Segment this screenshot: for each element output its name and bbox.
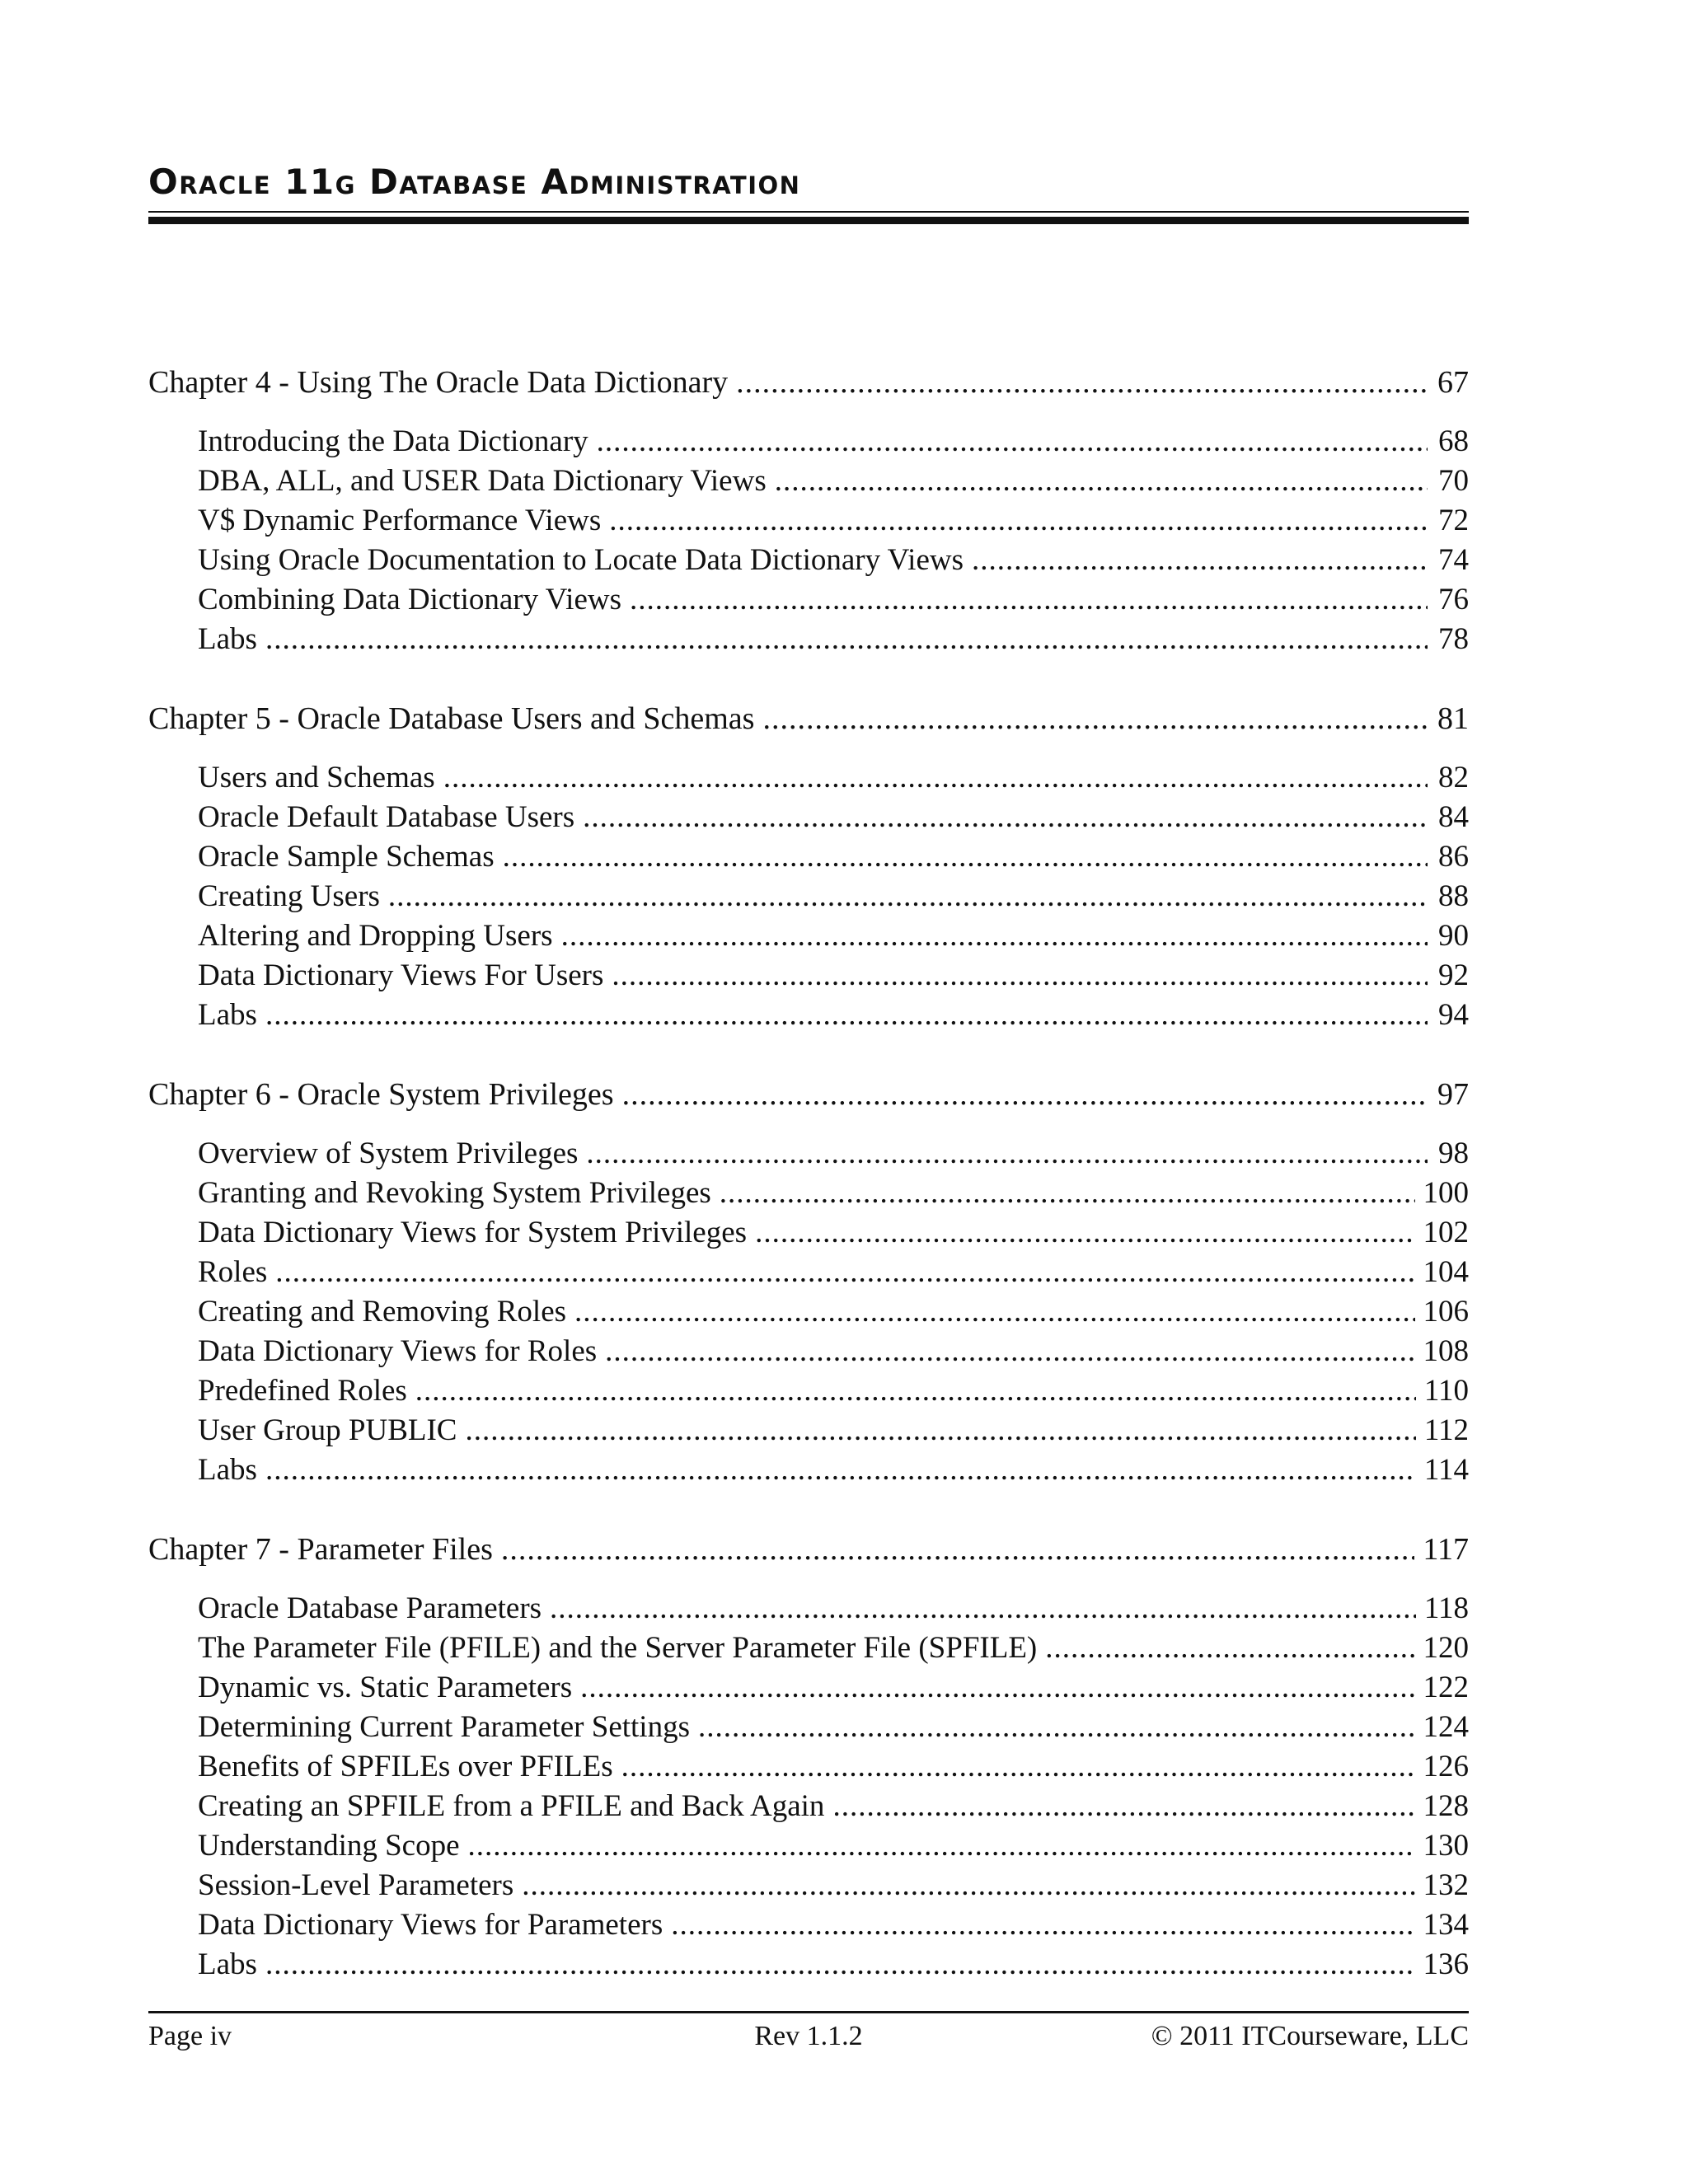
- toc-page-number: 122: [1423, 1671, 1469, 1704]
- toc-entry[interactable]: [148, 1747, 1469, 1787]
- toc-entry[interactable]: [148, 916, 1469, 956]
- toc-chapter-heading[interactable]: [148, 1075, 1469, 1114]
- toc-entry[interactable]: [148, 620, 1469, 659]
- toc-entry[interactable]: [148, 758, 1469, 798]
- footer-rule: [148, 2011, 1469, 2013]
- toc-page-number: 128: [1423, 1789, 1469, 1823]
- toc-page-number: 82: [1438, 761, 1469, 794]
- toc-page-number: 136: [1423, 1947, 1469, 1981]
- toc-entry[interactable]: [148, 837, 1469, 877]
- toc-entry-title: Determining Current Parameter Settings: [198, 1710, 690, 1744]
- toc-entry-title: Labs: [198, 622, 257, 656]
- toc-entry[interactable]: [148, 1451, 1469, 1490]
- dot-leader: [583, 798, 1428, 837]
- toc-entry[interactable]: [148, 1134, 1469, 1174]
- dot-leader: [465, 1411, 1415, 1451]
- dot-leader: [275, 1253, 1414, 1292]
- toc-entry[interactable]: [148, 956, 1469, 996]
- dot-leader: [622, 1075, 1428, 1114]
- toc-page-number: 130: [1423, 1829, 1469, 1863]
- dot-leader: [265, 1945, 1415, 1985]
- dot-leader: [832, 1787, 1414, 1826]
- toc-entry-title: Chapter 4 - Using The Oracle Data Dictionary: [148, 365, 729, 400]
- footer-copyright: © 2011 ITCourseware, LLC: [1151, 2021, 1469, 2051]
- toc-page-number: 117: [1423, 1532, 1469, 1567]
- toc-page-number: 78: [1438, 622, 1469, 656]
- toc-entry-title: User Group PUBLIC: [198, 1413, 457, 1447]
- toc-entry[interactable]: [148, 1668, 1469, 1708]
- dot-leader: [775, 462, 1428, 501]
- dot-leader: [586, 1134, 1428, 1174]
- toc-chapter-heading[interactable]: [148, 363, 1469, 402]
- dot-leader: [265, 996, 1428, 1035]
- dot-leader: [265, 620, 1428, 659]
- toc-entry[interactable]: [148, 580, 1469, 620]
- toc-entry[interactable]: [148, 1411, 1469, 1451]
- dot-leader: [265, 1451, 1416, 1490]
- toc-entry-title: Labs: [198, 1453, 257, 1487]
- dot-leader: [609, 501, 1428, 541]
- toc-entry-title: Chapter 5 - Oracle Database Users and Schemas: [148, 701, 755, 736]
- header-rule-thin: [148, 211, 1469, 213]
- toc-page-number: 114: [1423, 1453, 1469, 1487]
- footer-revision: Rev 1.1.2: [754, 2021, 863, 2051]
- toc-entry-title: V$ Dynamic Performance Views: [198, 504, 602, 537]
- toc-entry-title: Predefined Roles: [198, 1374, 407, 1408]
- toc-entry-title: Oracle Default Database Users: [198, 800, 575, 834]
- toc-page-number: 118: [1423, 1591, 1469, 1625]
- toc-entry[interactable]: [148, 996, 1469, 1035]
- toc-entry[interactable]: [148, 422, 1469, 462]
- toc-chapter-heading[interactable]: [148, 1530, 1469, 1569]
- toc-entry-title: Using Oracle Documentation to Locate Data Dictionary Views: [198, 543, 964, 577]
- toc-page-number: 134: [1423, 1908, 1469, 1942]
- toc-entry[interactable]: [148, 798, 1469, 837]
- dot-leader: [762, 699, 1428, 738]
- toc-chapter-section: [148, 1530, 1469, 1985]
- toc-entry-title: Oracle Database Parameters: [198, 1591, 542, 1625]
- toc-page-number: 132: [1423, 1868, 1469, 1902]
- toc-entry[interactable]: [148, 541, 1469, 580]
- toc-page-number: 81: [1437, 701, 1469, 736]
- toc-chapter-heading[interactable]: [148, 699, 1469, 738]
- toc-entry[interactable]: [148, 1292, 1469, 1332]
- toc-entry-title: Altering and Dropping Users: [198, 919, 553, 953]
- toc-entry-title: Labs: [198, 1947, 257, 1981]
- toc-page-number: 124: [1423, 1710, 1469, 1744]
- toc-entry[interactable]: [148, 1213, 1469, 1253]
- toc-entry-title: Benefits of SPFILEs over PFILEs: [198, 1750, 613, 1783]
- dot-leader: [522, 1866, 1414, 1905]
- header-rule-thick: [148, 217, 1469, 224]
- dot-leader: [574, 1292, 1414, 1332]
- toc-entry-title: Session-Level Parameters: [198, 1868, 514, 1902]
- dot-leader: [561, 916, 1428, 956]
- table-of-contents: [148, 363, 1469, 2024]
- dot-leader: [550, 1589, 1416, 1629]
- toc-entry[interactable]: [148, 1589, 1469, 1629]
- toc-entry[interactable]: [148, 1332, 1469, 1371]
- dot-leader: [621, 1747, 1415, 1787]
- toc-page-number: 67: [1437, 365, 1469, 400]
- toc-entry[interactable]: [148, 1174, 1469, 1213]
- toc-page-number: 126: [1423, 1750, 1469, 1783]
- toc-page-number: 98: [1438, 1137, 1469, 1170]
- dot-leader: [580, 1668, 1414, 1708]
- toc-page-number: 86: [1438, 840, 1469, 874]
- toc-entry[interactable]: [148, 1253, 1469, 1292]
- toc-entry[interactable]: [148, 1866, 1469, 1905]
- toc-entry-title: Creating an SPFILE from a PFILE and Back Again: [198, 1789, 825, 1823]
- toc-page-number: 88: [1438, 879, 1469, 913]
- page-footer: [148, 2016, 1469, 2057]
- toc-page-number: 94: [1438, 998, 1469, 1032]
- document-title: Oracle 11g Database Administration: [148, 162, 801, 202]
- dot-leader: [736, 363, 1428, 402]
- toc-entry[interactable]: [148, 1371, 1469, 1411]
- toc-page-number: 100: [1423, 1176, 1469, 1210]
- toc-page-number: 92: [1438, 958, 1469, 992]
- toc-entry-title: Chapter 7 - Parameter Files: [148, 1532, 493, 1567]
- toc-entry-title: Creating Users: [198, 879, 380, 913]
- dot-leader: [501, 1530, 1415, 1569]
- toc-entry-title: Combining Data Dictionary Views: [198, 583, 621, 616]
- toc-chapter-section: [148, 363, 1469, 659]
- toc-entry[interactable]: [148, 1787, 1469, 1826]
- toc-entry[interactable]: [148, 501, 1469, 541]
- toc-entry-title: Data Dictionary Views for Parameters: [198, 1908, 663, 1942]
- toc-page-number: 72: [1438, 504, 1469, 537]
- toc-entry-title: Data Dictionary Views for System Privileges: [198, 1216, 748, 1249]
- toc-entry-title: Roles: [198, 1255, 268, 1289]
- dot-leader: [605, 1332, 1414, 1371]
- toc-page-number: 76: [1438, 583, 1469, 616]
- toc-page-number: 84: [1438, 800, 1469, 834]
- dot-leader: [698, 1708, 1415, 1747]
- toc-entry[interactable]: [148, 1708, 1469, 1747]
- dot-leader: [755, 1213, 1414, 1253]
- toc-entry-title: Chapter 6 - Oracle System Privileges: [148, 1077, 614, 1112]
- toc-entry-title: Data Dictionary Views for Roles: [198, 1334, 598, 1368]
- toc-entry-title: Introducing the Data Dictionary: [198, 424, 588, 458]
- dot-leader: [388, 877, 1428, 916]
- footer-page-label: Page iv: [148, 2021, 232, 2051]
- toc-page-number: 120: [1423, 1631, 1469, 1665]
- toc-entry-title: Granting and Revoking System Privileges: [198, 1176, 711, 1210]
- toc-entry-title: Data Dictionary Views For Users: [198, 958, 604, 992]
- dot-leader: [972, 541, 1428, 580]
- toc-entry-title: DBA, ALL, and USER Data Dictionary Views: [198, 464, 767, 498]
- toc-entry-title: Creating and Removing Roles: [198, 1295, 567, 1329]
- toc-page-number: 74: [1438, 543, 1469, 577]
- toc-page-number: 68: [1438, 424, 1469, 458]
- dot-leader: [503, 837, 1428, 877]
- toc-entry[interactable]: [148, 1826, 1469, 1866]
- dot-leader: [415, 1371, 1416, 1411]
- toc-chapter-section: [148, 699, 1469, 1035]
- dot-leader: [720, 1174, 1415, 1213]
- dot-leader: [443, 758, 1428, 798]
- toc-entry-title: Users and Schemas: [198, 761, 435, 794]
- toc-entry[interactable]: [148, 877, 1469, 916]
- toc-entry[interactable]: [148, 1945, 1469, 1985]
- toc-entry-title: Overview of System Privileges: [198, 1137, 579, 1170]
- toc-page-number: 90: [1438, 919, 1469, 953]
- toc-page-number: 108: [1423, 1334, 1469, 1368]
- dot-leader: [597, 422, 1428, 462]
- toc-entry[interactable]: [148, 1905, 1469, 1945]
- toc-page-number: 106: [1423, 1295, 1469, 1329]
- toc-page-number: 112: [1423, 1413, 1469, 1447]
- dot-leader: [468, 1826, 1415, 1866]
- dot-leader: [671, 1905, 1414, 1945]
- toc-page-number: 97: [1437, 1077, 1469, 1112]
- toc-page-number: 104: [1423, 1255, 1469, 1289]
- toc-entry-title: Oracle Sample Schemas: [198, 840, 495, 874]
- dot-leader: [630, 580, 1428, 620]
- toc-entry-title: The Parameter File (PFILE) and the Server Parameter File (SPFILE): [198, 1631, 1038, 1665]
- toc-entry[interactable]: [148, 462, 1469, 501]
- toc-entry-title: Labs: [198, 998, 257, 1032]
- toc-entry[interactable]: [148, 1629, 1469, 1668]
- dot-leader: [1045, 1629, 1414, 1668]
- toc-page-number: 110: [1423, 1374, 1469, 1408]
- toc-chapter-section: [148, 1075, 1469, 1490]
- toc-page-number: 102: [1423, 1216, 1469, 1249]
- toc-entry-title: Understanding Scope: [198, 1829, 460, 1863]
- toc-page-number: 70: [1438, 464, 1469, 498]
- toc-entry-title: Dynamic vs. Static Parameters: [198, 1671, 573, 1704]
- dot-leader: [612, 956, 1428, 996]
